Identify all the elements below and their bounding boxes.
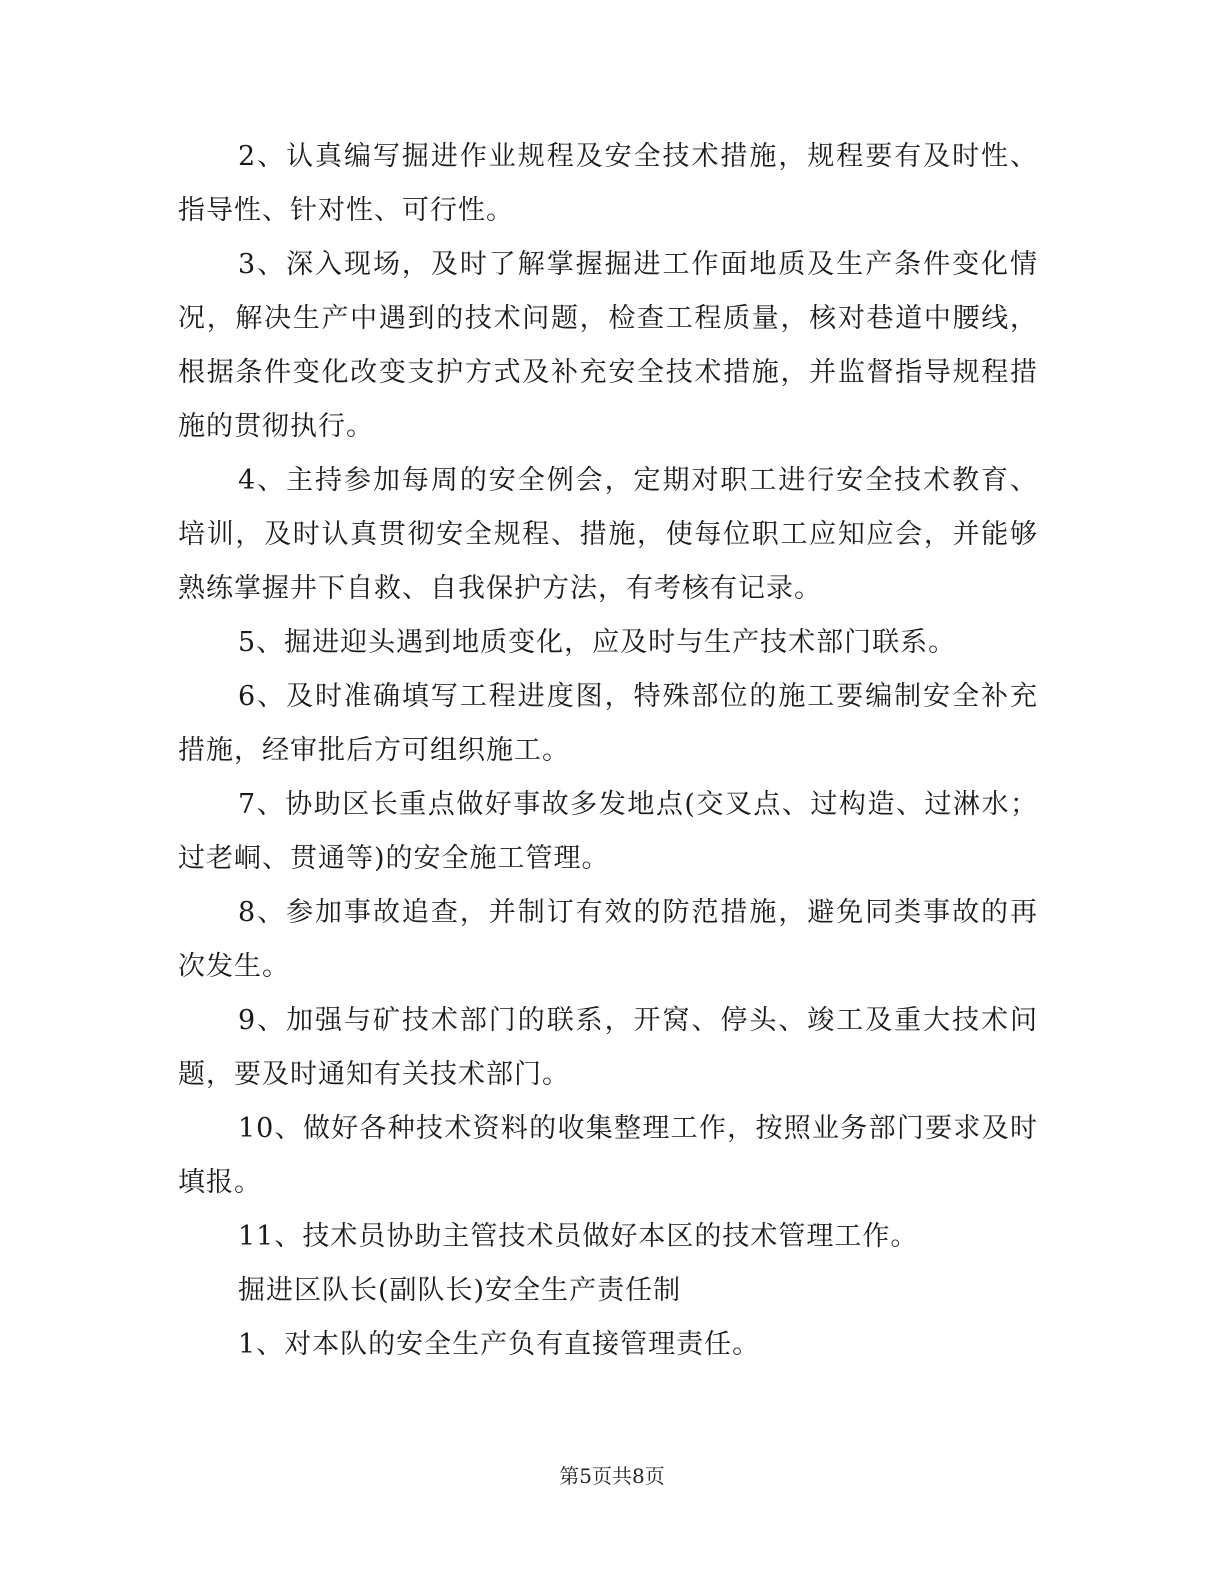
paragraph-item-2: 2、认真编写掘进作业规程及安全技术措施，规程要有及时性、指导性、针对性、可行性。	[178, 141, 1038, 226]
paragraph-item-5: 5、掘进迎头遇到地质变化，应及时与生产技术部门联系。	[238, 627, 957, 658]
paragraph-item-8: 8、参加事故追查，并制订有效的防范措施，避免同类事故的再次发生。	[178, 897, 1038, 982]
paragraph-item-1: 1、对本队的安全生产负有直接管理责任。	[238, 1329, 761, 1360]
paragraph-item-4: 4、主持参加每周的安全例会，定期对职工进行安全技术教育、培训，及时认真贯彻安全规程、措施，使每位职工应知应会，并能够熟练掌握井下自救、自我保护方法，有考核有记录。	[178, 465, 1038, 604]
paragraph-item-7: 7、协助区长重点做好事故多发地点(交叉点、过构造、过淋水；过老峒、贯通等)的安全施工管理。	[178, 789, 1038, 874]
page-number-footer: 第5页共8页	[559, 1464, 665, 1488]
paragraph-item-11: 11、技术员协助主管技术员做好本区的技术管理工作。	[238, 1221, 919, 1252]
paragraph-item-10: 10、做好各种技术资料的收集整理工作，按照业务部门要求及时填报。	[178, 1113, 1038, 1198]
document-body	[178, 130, 1038, 1372]
paragraph-item-9: 9、加强与矿技术部门的联系，开窝、停头、竣工及重大技术问题，要及时通知有关技术部门。	[178, 1005, 1038, 1090]
paragraph-item-3: 3、深入现场，及时了解掌握掘进工作面地质及生产条件变化情况，解决生产中遇到的技术问题，检查工程质量，核对巷道中腰线，根据条件变化改变支护方式及补充安全技术措施，并监督指导规程措施的贯彻执行。	[178, 249, 1038, 442]
section-heading: 掘进区队长(副队长)安全生产责任制	[238, 1275, 682, 1306]
paragraph-item-6: 6、及时准确填写工程进度图，特殊部位的施工要编制安全补充措施，经审批后方可组织施工。	[178, 681, 1038, 766]
